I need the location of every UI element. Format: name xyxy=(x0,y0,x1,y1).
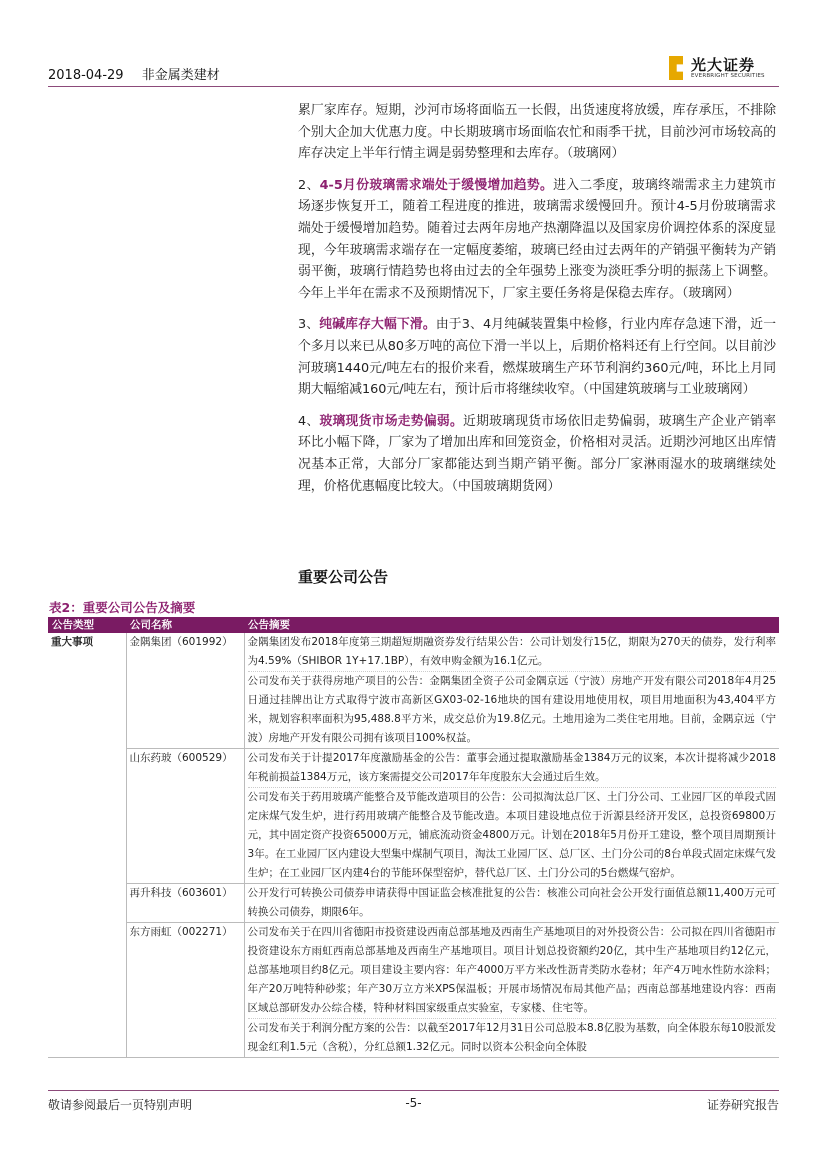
paragraph-2-text: 进入二季度，玻璃终端需求主力建筑市场逐步恢复开工，随着工程进度的推进，玻璃需求缓慢回升。预计4-5月份玻璃需求端处于缓慢增加趋势。随着过去两年房地产热潮降温以及国家房价调控体系的深度显现，今年玻璃需求端存在一定幅度萎缩，玻璃已经由过去两年的产销强平衡转为产销弱平衡，玻璃行情趋势也将由过去的全年强势上涨变为淡旺季分明的振荡上下调整。今年上半年在需求不及预期情况下，厂家主要任务将是保稳去库存。（玻璃网） xyxy=(298,177,777,301)
company-name: 东方雨虹（002271） xyxy=(126,923,244,1058)
summary-item: 公司发布关于药用玻璃产能整合及节能改造项目的公告：公司拟淘汰总厂区、土门分公司、工业园厂区的单段式固定床煤气发生炉，进行药用玻璃产能整合及节能改造。本项目建设地点位于沂源县经济开发区，总投资69800万元，其中固定资产投资65000万元，铺底流动资金4800万元。计划在2018年5月份开工建设，整个项目周期预计3年。在工业园厂区内建设大型集中煤制气项目，淘汰工业园厂区、总厂区、土门分公司的8台单段式固定床煤气发生炉；在工业园厂区内建4台的节能环保型窑炉，替代总厂区、土门分公司的5台燃煤气窑炉。 xyxy=(247,791,776,879)
paragraph-3 xyxy=(298,314,776,400)
report-date: 2018-04-29 xyxy=(48,68,124,83)
header-summary: 公告摘要 xyxy=(244,617,779,633)
paragraph-3-heading: 纯碱库存大幅下滑。 xyxy=(319,317,436,333)
table-row xyxy=(48,633,779,749)
industry-name: 非金属类建材 xyxy=(141,68,220,83)
summary-item: 公司发布关于计提2017年度激励基金的公告：董事会通过提取激励基金1384万元的议案，本次计提将减少2018年税前损益1384万元，该方案需提交公司2017年年度股东大会通过后生效。 xyxy=(248,749,777,788)
paragraph-4-number: 4、 xyxy=(298,413,320,429)
announcement-table xyxy=(48,617,779,1058)
announcement-summary xyxy=(244,923,779,1058)
announcement-summary xyxy=(244,633,779,749)
company-name: 山东药玻（600529） xyxy=(126,749,244,884)
logo-mark-icon xyxy=(669,56,683,80)
logo-text-cn: 光大证券 xyxy=(691,56,756,74)
footer-divider xyxy=(48,1090,779,1091)
paragraph-2-number: 2、 xyxy=(298,177,320,193)
table-row xyxy=(48,923,779,1058)
company-name: 金隅集团（601992） xyxy=(126,633,244,749)
logo-text-en: EVERBRIGHT SECURITIES xyxy=(691,73,765,79)
summary-item: 金隅集团发布2018年度第三期超短期融资券发行结果公告：公司计划发行15亿，期限为270天的债券，发行利率为4.59%（SHIBOR 1Y+17.1BP），有效申购金额为16.1亿元。 xyxy=(248,633,777,672)
company-name: 再升科技（603601） xyxy=(126,884,244,923)
table-caption: 表2：重要公司公告及摘要 xyxy=(49,600,196,615)
section-title: 重要公司公告 xyxy=(298,568,389,586)
paragraph-3-number: 3、 xyxy=(298,317,320,333)
header-info xyxy=(48,64,234,83)
disclaimer-note: 敬请参阅最后一页特别声明 xyxy=(48,1098,193,1112)
header-divider xyxy=(48,86,779,87)
header-company: 公司名称 xyxy=(126,617,244,633)
summary-item: 公司发布关于获得房地产项目的公告：金隅集团全资子公司金隅京远（宁波）房地产开发有限公司2018年4月25日通过挂牌出让方式取得宁波市高新区GX03-02-16地块的国有建设用地使用权，项目用地面积为43,404平方米，规划容积率面积为95,488.8平方米，成交总价为19.8亿元。土地用途为二类住宅用地。目前，金隅京远（宁波）房地产开发有限公司拥有该项目100%权益。 xyxy=(247,675,776,744)
summary-item: 公开发行可转换公司债券申请获得中国证监会核准批复的公告：核准公司向社会公开发行面值总额11,400万元可转换公司债券，期限6年。 xyxy=(247,887,776,918)
summary-item: 公司发布关于利润分配方案的公告：以截至2017年12月31日公司总股本8.8亿股为基数，向全体股东每10股派发现金红利1.5元（含税），分红总额1.32亿元。同时以资本公积金向全体股 xyxy=(247,1022,776,1053)
company-logo xyxy=(669,54,779,84)
paragraph-3-text: 由于3、4月纯碱装置集中检修，行业内库存急速下滑，近一个多月以来已从80多万吨的高位下滑一半以上，后期价格料还有上行空间。以目前沙河玻璃1440元/吨左右的报价来看，燃煤玻璃生产环节利润约360元/吨，环比上月同期大幅缩减160元/吨左右，预计后市将继续收窄。（中国建筑玻璃与工业玻璃网） xyxy=(298,317,776,398)
summary-item: 公司发布关于在四川省德阳市投资建设西南总部基地及西南生产基地项目的对外投资公告：公司拟在四川省德阳市投资建设东方雨虹西南总部基地及西南生产基地项目。项目计划总投资额约20亿，其中生产基地项目约12亿元，总部基地项目约8亿元。项目建设主要内容：年产4000万平方米改性沥青类防水卷材；年产4万吨水性防水涂料；年产20万吨特种砂浆；年产30万立方米XPS保温板；开展市场情况布局其他产品；西南总部基地建设内容：西南区域总部研发办公综合楼，特种材料国家级重点实验室，专家楼、住宅等。 xyxy=(248,923,777,1019)
paragraph-4 xyxy=(298,411,776,497)
announcement-type: 重大事项 xyxy=(48,633,126,1058)
paragraph-4-text: 近期玻璃现货市场依旧走势偏弱，玻璃生产企业产销率环比小幅下降，厂家为了增加出库和回笼资金，价格相对灵活。近期沙河地区出库情况基本正常，大部分厂家都能达到当期产销平衡。部分厂家淋雨湿水的玻璃继续处理，价格优惠幅度比较大。（中国玻璃期货网） xyxy=(298,413,777,494)
table-row xyxy=(48,884,779,923)
page-number: -5- xyxy=(405,1096,422,1110)
table-row xyxy=(48,749,779,884)
report-type: 证券研究报告 xyxy=(706,1098,779,1112)
announcement-summary xyxy=(244,884,779,923)
paragraph-2-heading: 4-5月份玻璃需求端处于缓慢增加趋势。 xyxy=(319,177,554,193)
header-type: 公告类型 xyxy=(48,617,126,633)
page-header xyxy=(48,54,779,84)
paragraph-2 xyxy=(298,175,776,305)
paragraph-1: 累厂家库存。短期，沙河市场将面临五一长假，出货速度将放缓，库存承压，不排除个别大企加大优惠力度。中长期玻璃市场面临农忙和雨季干扰，目前沙河市场较高的库存决定上半年行情主调是弱势整理和去库存。（玻璃网） xyxy=(298,103,776,162)
table-header-row xyxy=(48,617,779,633)
announcement-summary xyxy=(244,749,779,884)
body-text xyxy=(298,100,776,507)
paragraph-4-heading: 玻璃现货市场走势偏弱。 xyxy=(319,413,464,429)
